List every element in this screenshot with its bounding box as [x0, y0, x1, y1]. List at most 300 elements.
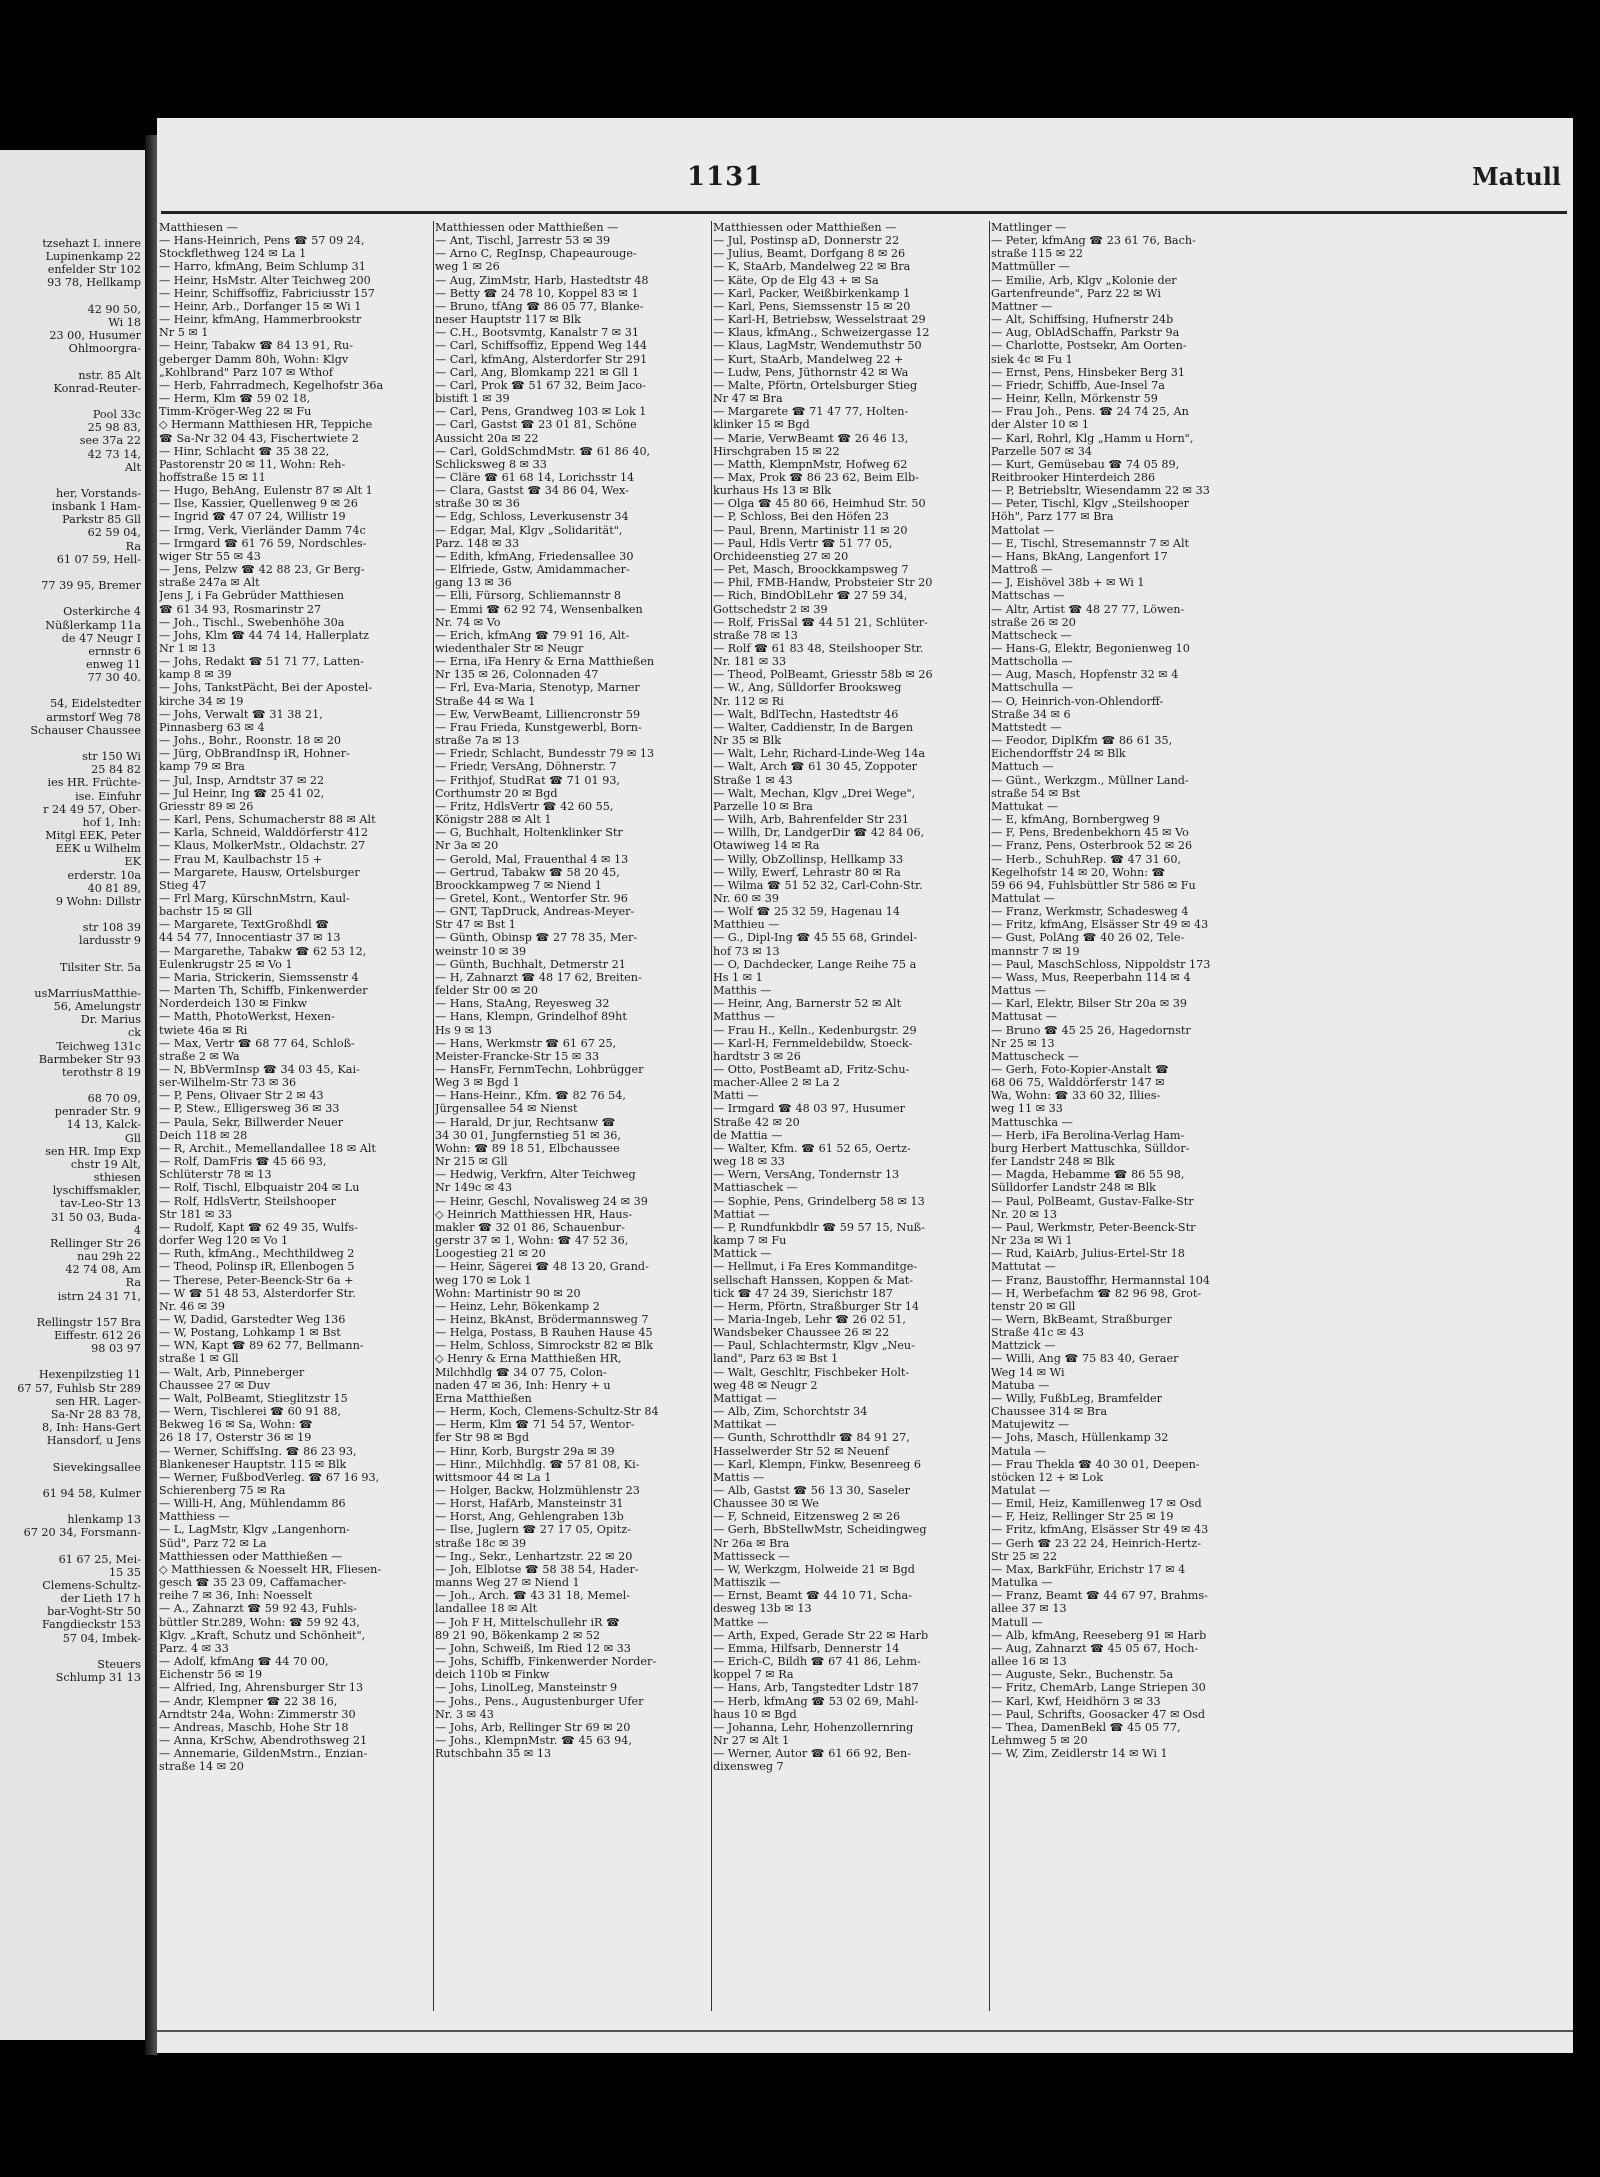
directory-entry-line: — Heinr, kfmAng, Hammerbrookstr	[159, 313, 362, 327]
directory-entry-line: Mattisseck —	[713, 1549, 790, 1563]
previous-page-line: 14 13, Kalck-	[66, 1118, 141, 1132]
directory-entry-line: — P, Schloss, Bei den Höfen 23	[713, 510, 889, 524]
directory-entry-line: mannstr 7 ✉ 19	[991, 944, 1080, 958]
directory-entry-line: — Frau Joh., Pens. ☎ 24 74 25, An	[991, 405, 1189, 419]
directory-entry-line: — Carl, kfmAng, Alsterdorfer Str 291	[435, 352, 648, 366]
directory-entry-line: — John, Schweiß, Im Ried 12 ✉ 33	[435, 1641, 631, 1655]
directory-entry-line: Mattke —	[713, 1615, 769, 1629]
directory-entry-line: — Alb, Zim, Schorchtstr 34	[713, 1405, 868, 1419]
directory-entry-line: — Emilie, Arb, Klgv „Kolonie der	[991, 273, 1177, 287]
directory-column-2	[435, 221, 705, 2011]
directory-entry-line: Matthiessen oder Matthießen —	[435, 221, 619, 234]
previous-page-line: 25 98 83,	[87, 421, 141, 435]
directory-entry-line: — Hinr, Schlacht ☎ 35 38 22,	[159, 444, 330, 458]
directory-entry-line: — Jul, Postinsp aD, Donnerstr 22	[713, 234, 900, 248]
directory-entry-line: Jürgensallee 54 ✉ Nienst	[435, 1102, 578, 1116]
directory-entry-line: fer Str 98 ✉ Bgd	[435, 1431, 529, 1445]
column-divider	[433, 221, 434, 2011]
book-gutter	[145, 135, 157, 2055]
directory-entry-line: — Hans, Arb, Tangstedter Ldstr 187	[713, 1681, 919, 1695]
directory-entry-line: tick ☎ 47 24 39, Sierichstr 187	[713, 1286, 893, 1300]
directory-entry-line: Mattiszik —	[713, 1576, 781, 1590]
directory-entry-line: Nr 35 ✉ Blk	[713, 734, 781, 748]
directory-page	[157, 118, 1573, 2053]
directory-entry-line: Mattlinger —	[991, 221, 1067, 234]
previous-page-line: Tilsiter Str. 5a	[59, 960, 141, 974]
directory-entry-line: geberger Damm 80h, Wohn: Klgv	[159, 352, 349, 366]
directory-entry-line: — Betty ☎ 24 78 10, Koppel 83 ✉ 1	[435, 286, 639, 300]
directory-entry-line: — Johs, Redakt ☎ 51 71 77, Latten-	[159, 655, 364, 669]
directory-entry-line: — Karl, Klempn, Finkw, Besenreeg 6	[713, 1457, 921, 1471]
directory-entry-line: — P, Pens, Olivaer Str 2 ✉ 43	[159, 1089, 324, 1103]
directory-entry-line: ◇ Heinrich Matthiessen HR, Haus-	[435, 1207, 633, 1221]
directory-entry-line: — Rolf, FrisSal ☎ 44 51 21, Schlüter-	[713, 615, 928, 629]
directory-entry-line: — Andreas, Maschb, Hohe Str 18	[159, 1720, 349, 1734]
previous-page-line: 31 50 03, Buda-	[51, 1210, 141, 1224]
directory-entry-line: — Johs, Arb, Rellinger Str 69 ✉ 20	[435, 1720, 631, 1734]
directory-entry-line: — Heinr, Schiffsoffiz, Fabriciusstr 157	[159, 286, 375, 300]
directory-entry-line: — Jul Heinr, Ing ☎ 25 41 02,	[159, 786, 325, 800]
directory-entry-line: — Sophie, Pens, Grindelberg 58 ✉ 13	[713, 1194, 925, 1208]
directory-entry-line: — Feodor, DiplKfm ☎ 86 61 35,	[991, 734, 1173, 748]
directory-entry-line: hardtstr 3 ✉ 26	[713, 1049, 801, 1063]
previous-page-line: Dr. Marius	[80, 1013, 141, 1027]
directory-entry-line: — Carl, Prok ☎ 51 67 32, Beim Jaco-	[435, 378, 646, 392]
directory-entry-line: — Anna, KrSchw, Abendrothsweg 21	[159, 1733, 368, 1747]
directory-entry-line: — Otto, PostBeamt aD, Fritz-Schu-	[713, 1063, 910, 1076]
directory-entry-line: — Herb, Fahrradmech, Kegelhofstr 36a	[159, 378, 384, 392]
directory-entry-line: — Johs., Bohr., Roonstr. 18 ✉ 20	[159, 734, 342, 748]
previous-page-line: 67 20 34, Forsmann-	[23, 1526, 141, 1540]
directory-entry-line: Königstr 288 ✉ Alt 1	[435, 813, 552, 827]
directory-entry-line: Nr. 112 ✉ Ri	[713, 694, 784, 708]
directory-entry-line: Erna Matthießen	[435, 1391, 532, 1405]
directory-entry-line: — Arth, Exped, Gerade Str 22 ✉ Harb	[713, 1628, 929, 1642]
directory-entry-line: Pinnasberg 63 ✉ 4	[159, 720, 265, 734]
directory-entry-line: Mattolat —	[991, 523, 1055, 537]
directory-entry-line: Matthiesen —	[159, 221, 238, 234]
previous-page-line	[0, 1303, 145, 1316]
directory-entry-line: Mattis —	[713, 1470, 765, 1484]
directory-entry-line: — Wilh, Arb, Bahrenfelder Str 231	[713, 813, 909, 827]
directory-entry-line: Meister-Francke-Str 15 ✉ 33	[435, 1049, 600, 1063]
directory-entry-line: siek 4c ✉ Fu 1	[991, 352, 1073, 366]
directory-entry-line: — Bruno, tfAng ☎ 86 05 77, Blanke-	[435, 299, 644, 313]
directory-entry-line: straße 14 ✉ 20	[159, 1760, 244, 1774]
directory-entry-line: — Auguste, Sekr., Buchenstr. 5a	[991, 1668, 1174, 1682]
directory-entry-line: — Erna, iFa Henry & Erna Matthießen	[435, 655, 655, 669]
directory-entry-line: — Hans, Klempn, Grindelhof 89ht	[435, 1010, 627, 1024]
directory-entry-line: Hasselwerder Str 52 ✉ Neuenf	[713, 1444, 889, 1458]
directory-entry-line: felder Str 00 ✉ 20	[435, 984, 539, 998]
directory-entry-line: Jens J, i Fa Gebrüder Matthiesen	[159, 589, 344, 603]
directory-entry-line: — Julius, Beamt, Dorfgang 8 ✉ 26	[713, 247, 906, 261]
directory-entry-line: 59 66 94, Fuhlsbüttler Str 586 ✉ Fu	[991, 878, 1196, 892]
previous-page-line: ies HR. Früchte-	[47, 776, 141, 790]
directory-entry-line: Mattscholla —	[991, 655, 1073, 669]
previous-page-line: tav-Leo-Str 13	[59, 1197, 141, 1211]
previous-page-line	[0, 395, 145, 408]
directory-entry-line: gesch ☎ 35 23 09, Caffamacher-	[159, 1576, 347, 1590]
directory-entry-line: — Clara, Gastst ☎ 34 86 04, Wex-	[435, 484, 629, 498]
previous-page-line: 77 30 40.	[87, 671, 141, 685]
directory-entry-line: — Margarethe, Tabakw ☎ 62 53 12,	[159, 944, 367, 958]
previous-page-line: Konrad-Reuter-	[53, 381, 141, 395]
directory-entry-line: — Heinr, HsMstr. Alter Teichweg 200	[159, 273, 371, 287]
directory-entry-line: Mattick —	[713, 1247, 772, 1261]
directory-entry-line: — Franz, Baustoffhr, Hermannstal 104	[991, 1273, 1210, 1287]
directory-entry-line: — Margarete, TextGroßhdl ☎	[159, 918, 330, 932]
directory-entry-line: — Johs, LinolLeg, Mansteinstr 9	[435, 1681, 618, 1695]
directory-entry-line: — L, LagMstr, Klgv „Langenhorn-	[159, 1523, 350, 1537]
directory-entry-line: — Gust, PolAng ☎ 40 26 02, Tele-	[991, 931, 1185, 945]
directory-entry-line: — Klaus, MolkerMstr., Oldachstr. 27	[159, 839, 366, 853]
footer-rule	[157, 2030, 1573, 2032]
running-head: Matull	[1472, 162, 1561, 191]
directory-entry-line: — Aug, ZimMstr, Harb, Hastedtstr 48	[435, 273, 649, 287]
directory-entry-line: weg 18 ✉ 33	[713, 1155, 785, 1169]
directory-entry-line: tenstr 20 ✉ Gll	[991, 1299, 1076, 1313]
previous-page-line: str 150 Wi	[82, 750, 141, 764]
directory-entry-line: — Edg, Schloss, Leverkusenstr 34	[435, 510, 629, 524]
directory-entry-line: — Max, Vertr ☎ 68 77 64, Schloß-	[159, 1036, 355, 1050]
directory-entry-line: — C.H., Bootsvmtg, Kanalstr 7 ✉ 31	[435, 326, 639, 340]
directory-entry-line: — Horst, HafArb, Mansteinstr 31	[435, 1497, 624, 1511]
directory-entry-line: — Walt, Mechan, Klgv „Drei Wege",	[713, 786, 916, 800]
directory-entry-line: — Wilma ☎ 51 52 32, Carl-Cohn-Str.	[713, 878, 923, 892]
directory-entry-line: ☎ Sa-Nr 32 04 43, Fischertwiete 2	[159, 431, 359, 445]
previous-page-line: 62 59 04,	[87, 526, 141, 540]
previous-page-line: 67 57, Fuhlsb Str 289	[17, 1381, 141, 1395]
directory-entry-line: — Joh., Tischl., Swebenhöhe 30a	[159, 615, 345, 629]
previous-page-line	[0, 290, 145, 303]
directory-entry-line: — Jürg, ObBrandInsp iR, Hohner-	[159, 747, 350, 761]
directory-entry-line: straße 54 ✉ Bst	[991, 786, 1081, 800]
directory-entry-line: — Frl Marg, KürschnMstrn, Kaul-	[159, 891, 350, 905]
directory-entry-line: — Gerh ☎ 23 22 24, Heinrich-Hertz-	[991, 1536, 1202, 1550]
directory-entry-line: — Paul, Hdls Vertr ☎ 51 77 05,	[713, 536, 893, 550]
directory-entry-line: — Johs, Klm ☎ 44 74 14, Hallerplatz	[159, 628, 369, 642]
directory-entry-line: — Frl, Eva-Maria, Stenotyp, Marner	[435, 681, 640, 695]
previous-page-line: bar-Voght-Str 50	[47, 1605, 141, 1619]
directory-entry-line: Matti —	[713, 1089, 759, 1103]
directory-entry-line: — Hans, Werkmstr ☎ 61 67 25,	[435, 1036, 617, 1050]
directory-entry-line: Hs 1 ✉ 1	[713, 970, 763, 984]
directory-entry-line: — Walt, Arb, Pinneberger	[159, 1365, 305, 1379]
directory-entry-line: — Emma, Hilfsarb, Dennerstr 14	[713, 1641, 900, 1655]
directory-entry-line: Schlicksweg 8 ✉ 33	[435, 457, 547, 471]
column-divider	[989, 221, 990, 2011]
directory-entry-line: Deich 118 ✉ 28	[159, 1128, 248, 1142]
previous-page-line	[0, 1645, 145, 1658]
previous-page-line: ck	[127, 1026, 141, 1040]
directory-entry-line: Wohn: Martinistr 90 ✉ 20	[435, 1286, 581, 1300]
directory-entry-line: makler ☎ 32 01 86, Schauenbur-	[435, 1220, 625, 1234]
directory-entry-line: — Ant, Tischl, Jarrestr 53 ✉ 39	[435, 234, 611, 248]
directory-entry-line: — Margarete ☎ 71 47 77, Holten-	[713, 405, 909, 419]
previous-page-line: 42 74 08, Am	[65, 1263, 141, 1277]
directory-entry-line: — Karl, Kwf, Heidhörn 3 ✉ 33	[991, 1694, 1161, 1708]
directory-entry-line: — Malte, Pförtn, Ortelsburger Stieg	[713, 378, 918, 392]
directory-entry-line: Matulka —	[991, 1576, 1053, 1590]
previous-page-line: ernnstr 6	[88, 644, 141, 658]
directory-entry-line: — Herb., SchuhRep. ☎ 47 31 60,	[991, 852, 1182, 866]
previous-page-line: Hexenpilzstieg 11	[38, 1368, 141, 1382]
directory-entry-line: reihe 7 ✉ 36, Inh: Noesselt	[159, 1589, 313, 1603]
directory-entry-line: desweg 13b ✉ 13	[713, 1602, 812, 1616]
directory-entry-line: de Mattia —	[713, 1128, 783, 1142]
directory-entry-line: Chaussee 27 ✉ Duv	[159, 1378, 271, 1392]
directory-entry-line: Arndtstr 24a, Wohn: Zimmerstr 30	[159, 1707, 356, 1721]
directory-entry-line: burg Herbert Mattuschka, Sülldor-	[991, 1141, 1190, 1155]
directory-entry-line: — Friedr, Schlacht, Bundesstr 79 ✉ 13	[435, 747, 655, 761]
directory-entry-line: — P, Stew., Elligersweg 36 ✉ 33	[159, 1102, 340, 1116]
directory-entry-line: — Karla, Schneid, Walddörferstr 412	[159, 826, 369, 840]
directory-entry-line: — WN, Kapt ☎ 89 62 77, Bellmann-	[159, 1339, 364, 1353]
directory-entry-line: — E, Tischl, Stresemannstr 7 ✉ Alt	[991, 536, 1190, 550]
directory-entry-line: Matula —	[991, 1444, 1046, 1458]
directory-entry-line: — G, Buchhalt, Holtenklinker Str	[435, 826, 623, 840]
directory-entry-line: Nr 27 ✉ Alt 1	[713, 1733, 790, 1747]
directory-entry-line: — Hans-G, Elektr, Begonienweg 10	[991, 642, 1190, 655]
previous-page-line	[0, 1447, 145, 1460]
directory-entry-line: Wandsbeker Chaussee 26 ✉ 22	[713, 1326, 890, 1340]
directory-entry-line: — Carl, Pens, Grandweg 103 ✉ Lok 1	[435, 405, 647, 419]
previous-page-line: EEK u Wilhelm	[55, 842, 141, 856]
directory-entry-line: — Paul, MaschSchloss, Nippoldstr 173	[991, 957, 1211, 971]
directory-entry-line: — Gertrud, Tabakw ☎ 58 20 45,	[435, 865, 620, 879]
directory-entry-line: Blankeneser Hauptstr. 115 ✉ Blk	[159, 1457, 347, 1471]
directory-entry-line: — Heinz, BkAnst, Brödermannsweg 7	[435, 1312, 649, 1326]
directory-entry-line: — Johs, TankstPächt, Bei der Apostel-	[159, 681, 373, 695]
directory-entry-line: weg 11 ✉ 33	[991, 1102, 1063, 1116]
directory-entry-line: — Magda, Hebamme ☎ 86 55 98,	[991, 1168, 1185, 1182]
directory-entry-line: — P, Rundfunkbdlr ☎ 59 57 15, Nuß-	[713, 1220, 925, 1234]
directory-entry-line: Nr. 20 ✉ 13	[991, 1207, 1057, 1221]
directory-entry-line: Nr. 181 ✉ 33	[713, 655, 787, 669]
directory-entry-line: — Herm, Klm ☎ 59 02 18,	[159, 392, 311, 406]
directory-entry-line: Bekweg 16 ✉ Sa, Wohn: ☎	[159, 1418, 313, 1432]
previous-page-line: de 47 Neugr I	[61, 631, 141, 645]
directory-entry-line: — Wern, VersAng, Tondernstr 13	[713, 1168, 900, 1182]
directory-entry-line: ser-Wilhelm-Str 73 ✉ 36	[159, 1076, 297, 1090]
directory-entry-line: — F, Pens, Bredenbekhorn 45 ✉ Vo	[991, 826, 1189, 840]
directory-entry-line: hoffstraße 15 ✉ 11	[159, 470, 266, 484]
directory-entry-line: — Kurt, StaArb, Mandelweg 22 +	[713, 352, 904, 366]
directory-entry-line: straße 78 ✉ 13	[713, 628, 798, 642]
directory-entry-line: — Fritz, HdlsVertr ☎ 42 60 55,	[435, 799, 614, 813]
directory-entry-line: — Annemarie, GildenMstrn., Enzian-	[159, 1747, 368, 1761]
directory-entry-line: — Hans-Heinrich, Pens ☎ 57 09 24,	[159, 234, 365, 248]
directory-entry-line: wittsmoor 44 ✉ La 1	[435, 1470, 552, 1484]
directory-entry-line: 44 54 77, Innocentiastr 37 ✉ 13	[159, 931, 341, 945]
previous-page-line: 61 07 59, Hell-	[56, 552, 141, 566]
directory-entry-line: — Irmgard ☎ 48 03 97, Husumer	[713, 1102, 905, 1116]
directory-entry-line: — Ruth, kfmAng., Mechthildweg 2	[159, 1247, 355, 1261]
directory-entry-line: ◇ Matthiessen & Noesselt HR, Fliesen-	[159, 1562, 382, 1576]
directory-entry-line: — Gerold, Mal, Frauenthal 4 ✉ 13	[435, 852, 629, 866]
directory-entry-line: — G., Dipl-Ing ☎ 45 55 68, Grindel-	[713, 931, 917, 945]
directory-entry-line: — Werner, SchiffsIng. ☎ 86 23 93,	[159, 1444, 357, 1458]
directory-entry-line: Chaussee 30 ✉ We	[713, 1497, 819, 1511]
directory-entry-line: — Walt, Geschltr, Fischbeker Holt-	[713, 1365, 910, 1379]
directory-entry-line: — Gunth, Schrotthdlr ☎ 84 91 27,	[713, 1431, 910, 1445]
directory-entry-line: — Walt, Arch ☎ 61 30 45, Zoppoter	[713, 760, 918, 774]
previous-page-line	[0, 684, 145, 697]
directory-entry-line: Parz. 148 ✉ 33	[435, 536, 520, 550]
directory-entry-line: — Alb, Gastst ☎ 56 13 30, Saseler	[713, 1484, 910, 1497]
directory-entry-line: kirche 34 ✉ 19	[159, 694, 244, 708]
directory-entry-line: — Günth, Obinsp ☎ 27 78 35, Mer-	[435, 931, 638, 945]
previous-page-line: nau 29h 22	[77, 1250, 141, 1264]
directory-entry-line: Wa, Wohn: ☎ 33 60 32, Illies-	[991, 1089, 1161, 1103]
directory-entry-line: — Theod, PolBeamt, Griesstr 58b ✉ 26	[713, 668, 933, 682]
previous-page-line: Ra	[125, 539, 141, 553]
previous-page-line: penrader Str. 9	[54, 1105, 141, 1119]
directory-entry-line: — Alb, kfmAng, Reeseberg 91 ✉ Harb	[991, 1628, 1207, 1642]
previous-page-line	[0, 947, 145, 960]
directory-entry-line: Matuba —	[991, 1378, 1050, 1392]
directory-entry-line: — HansFr, FernmTechn, Lohbrügger	[435, 1063, 644, 1076]
directory-entry-line: Mattigat —	[713, 1391, 777, 1405]
directory-entry-line: — Heinr, Tabakw ☎ 84 13 91, Ru-	[159, 339, 353, 353]
previous-page-line: Rellinger Str 26	[50, 1236, 141, 1250]
previous-page-line: Alt	[124, 460, 141, 474]
previous-page-line: Schlump 31 13	[55, 1671, 141, 1685]
directory-entry-line: fer Landstr 248 ✉ Blk	[991, 1155, 1115, 1169]
directory-entry-line: Matthiess —	[159, 1510, 230, 1524]
directory-entry-line: Nr. 60 ✉ 39	[713, 891, 779, 905]
directory-entry-line: — Rud, KaiArb, Julius-Ertel-Str 18	[991, 1247, 1185, 1261]
directory-entry-line: Matthus —	[713, 1010, 776, 1024]
directory-entry-line: Mattikat —	[713, 1418, 777, 1432]
previous-page-line: 61 67 25, Mei-	[58, 1552, 141, 1566]
directory-entry-line: — Emil, Heiz, Kamillenweg 17 ✉ Osd	[991, 1497, 1202, 1511]
directory-entry-line: Nr 23a ✉ Wi 1	[991, 1234, 1073, 1248]
directory-entry-line: weg 1 ✉ 26	[435, 260, 500, 274]
directory-entry-line: — Rolf ☎ 61 83 48, Steilshooper Str.	[713, 642, 924, 655]
previous-page-line: hlenkamp 13	[67, 1513, 141, 1527]
directory-entry-line: Matthis —	[713, 984, 772, 998]
previous-page-line: Ra	[125, 1276, 141, 1290]
directory-entry-line: twiete 46a ✉ Ri	[159, 1023, 248, 1037]
directory-entry-line: 26 18 17, Osterstr 36 ✉ 19	[159, 1431, 312, 1445]
directory-entry-line: kamp 8 ✉ 39	[159, 668, 232, 682]
directory-entry-line: — Margarete, Hausw, Ortelsburger	[159, 865, 360, 879]
directory-column-1	[159, 221, 429, 2011]
directory-entry-line: — Charlotte, Postsekr, Am Oorten-	[991, 339, 1187, 353]
previous-page-line: 42 90 50,	[87, 302, 141, 316]
directory-entry-line: Mattus —	[991, 984, 1046, 998]
directory-entry-line: — Therese, Peter-Beenck-Str 6a +	[159, 1273, 354, 1287]
directory-entry-line: gerstr 37 ✉ 1, Wohn: ☎ 47 52 36,	[435, 1234, 629, 1248]
directory-entry-line: — Hugo, BehAng, Eulenstr 87 ✉ Alt 1	[159, 484, 373, 498]
directory-entry-line: Wohn: ☎ 89 18 51, Elbchaussee	[435, 1141, 620, 1155]
previous-page-line: sthiesen	[93, 1171, 141, 1185]
directory-entry-line: hof 73 ✉ 13	[713, 944, 780, 958]
previous-page-line	[0, 1079, 145, 1092]
directory-entry-line: straße 18c ✉ 39	[435, 1536, 527, 1550]
directory-entry-line: — Günt., Werkzgm., Müllner Land-	[991, 773, 1189, 787]
previous-page-line: Sievekingsallee	[52, 1460, 141, 1474]
previous-page-line: 25 84 82	[91, 763, 141, 777]
directory-entry-line: — Herb, kfmAng ☎ 53 02 69, Mahl-	[713, 1694, 919, 1708]
directory-entry-line: Nr. 46 ✉ 39	[159, 1299, 225, 1313]
directory-entry-line: Straße 1 ✉ 43	[713, 773, 793, 787]
directory-entry-line: weg 48 ✉ Neugr 2	[713, 1378, 818, 1392]
directory-entry-line: — Willi-H, Ang, Mühlendamm 86	[159, 1497, 346, 1511]
previous-page-line: Mitgl EEK, Peter	[45, 829, 141, 843]
directory-entry-line: — Johanna, Lehr, Hohenzollernring	[713, 1720, 914, 1734]
directory-entry-line: — Aug, Zahnarzt ☎ 45 05 67, Hoch-	[991, 1641, 1199, 1655]
page-number: 1131	[687, 162, 764, 192]
directory-entry-line: — Johs, Schiffb, Finkenwerder Norder-	[435, 1655, 657, 1669]
directory-entry-line: kamp 79 ✉ Bra	[159, 760, 245, 774]
directory-entry-line: Str 181 ✉ 33	[159, 1207, 233, 1221]
directory-entry-line: Nr 149c ✉ 43	[435, 1181, 513, 1195]
previous-page-line: Hansdorf, u Jens	[46, 1434, 141, 1448]
directory-entry-line: straße 30 ✉ 36	[435, 497, 520, 511]
directory-entry-line: — Franz, Werkmstr, Schadesweg 4	[991, 905, 1189, 919]
previous-page-line: erderstr. 10a	[67, 868, 141, 882]
directory-entry-line: Schierenberg 75 ✉ Ra	[159, 1484, 286, 1497]
directory-entry-line: gang 13 ✉ 36	[435, 576, 512, 590]
directory-entry-line: — Irmgard ☎ 61 76 59, Nordschles-	[159, 536, 367, 550]
previous-page-line: Parkstr 85 Gll	[62, 513, 141, 527]
directory-entry-line: — P, Betriebsltr, Wiesendamm 22 ✉ 33	[991, 484, 1210, 498]
directory-entry-line: Parzelle 10 ✉ Bra	[713, 799, 813, 813]
directory-entry-line: Pastorenstr 20 ✉ 11, Wohn: Reh-	[159, 457, 346, 471]
directory-entry-line: Nr. 74 ✉ Vo	[435, 615, 501, 629]
previous-page-line: Ohlmoorgra-	[68, 342, 141, 356]
directory-entry-line: Stieg 47	[159, 878, 207, 892]
previous-page-line: terothstr 8 19	[62, 1065, 141, 1079]
directory-entry-line: deich 110b ✉ Finkw	[435, 1668, 550, 1682]
directory-entry-line: — Ing., Sekr., Lenhartzstr. 22 ✉ 20	[435, 1549, 633, 1563]
previous-page-fragment	[0, 150, 145, 2040]
directory-entry-line: — Johs, Verwalt ☎ 31 38 21,	[159, 707, 323, 721]
directory-entry-line: Mattusat —	[991, 1010, 1057, 1024]
directory-entry-line: — Klaus, LagMstr, Wendemuthstr 50	[713, 339, 922, 353]
previous-page-line	[0, 1539, 145, 1552]
directory-entry-line: Gottschedstr 2 ✉ 39	[713, 602, 828, 616]
directory-entry-line: kamp 7 ✉ Fu	[713, 1234, 787, 1248]
directory-entry-line: — Holger, Backw, Holzmühlenstr 23	[435, 1484, 640, 1497]
previous-page-line: 15 35	[108, 1565, 141, 1579]
directory-entry-line: Nr 25 ✉ 13	[991, 1036, 1055, 1050]
directory-entry-line: — Olga ☎ 45 80 66, Heimhud Str. 50	[713, 497, 926, 511]
directory-entry-line: — Matth, PhotoWerkst, Hexen-	[159, 1010, 335, 1024]
previous-page-line: EK	[124, 855, 141, 869]
directory-entry-line: dixensweg 7	[713, 1760, 784, 1774]
directory-entry-line: — Frau M, Kaulbachstr 15 +	[159, 852, 323, 866]
directory-entry-line: Orchideenstieg 27 ✉ 20	[713, 549, 849, 563]
directory-entry-line: Matulat —	[991, 1484, 1051, 1497]
directory-entry-line: Broockkampweg 7 ✉ Niend 1	[435, 878, 602, 892]
directory-entry-line: — Herm, Klm ☎ 71 54 57, Wentor-	[435, 1418, 635, 1432]
directory-entry-line: — Hans, StaAng, Reyesweg 32	[435, 997, 610, 1011]
directory-entry-line: bachstr 15 ✉ Gll	[159, 905, 253, 919]
previous-page-line: Barmbeker Str 93	[38, 1052, 141, 1066]
directory-entry-line: macher-Allee 2 ✉ La 2	[713, 1076, 840, 1090]
directory-entry-line: Straße 42 ✉ 20	[713, 1115, 800, 1129]
directory-entry-line: — R, Archit., Memellandallee 18 ✉ Alt	[159, 1141, 376, 1155]
previous-page-line: see 37a 22	[79, 434, 141, 448]
directory-entry-line: — W, Dadid, Garstedter Weg 136	[159, 1312, 346, 1326]
directory-entry-line: — Werner, FußbodVerleg. ☎ 67 16 93,	[159, 1470, 380, 1484]
directory-entry-line: — Horst, Ang, Gehlengraben 13b	[435, 1510, 624, 1524]
directory-entry-line: — Alfried, Ing, Ahrensburger Str 13	[159, 1681, 364, 1695]
